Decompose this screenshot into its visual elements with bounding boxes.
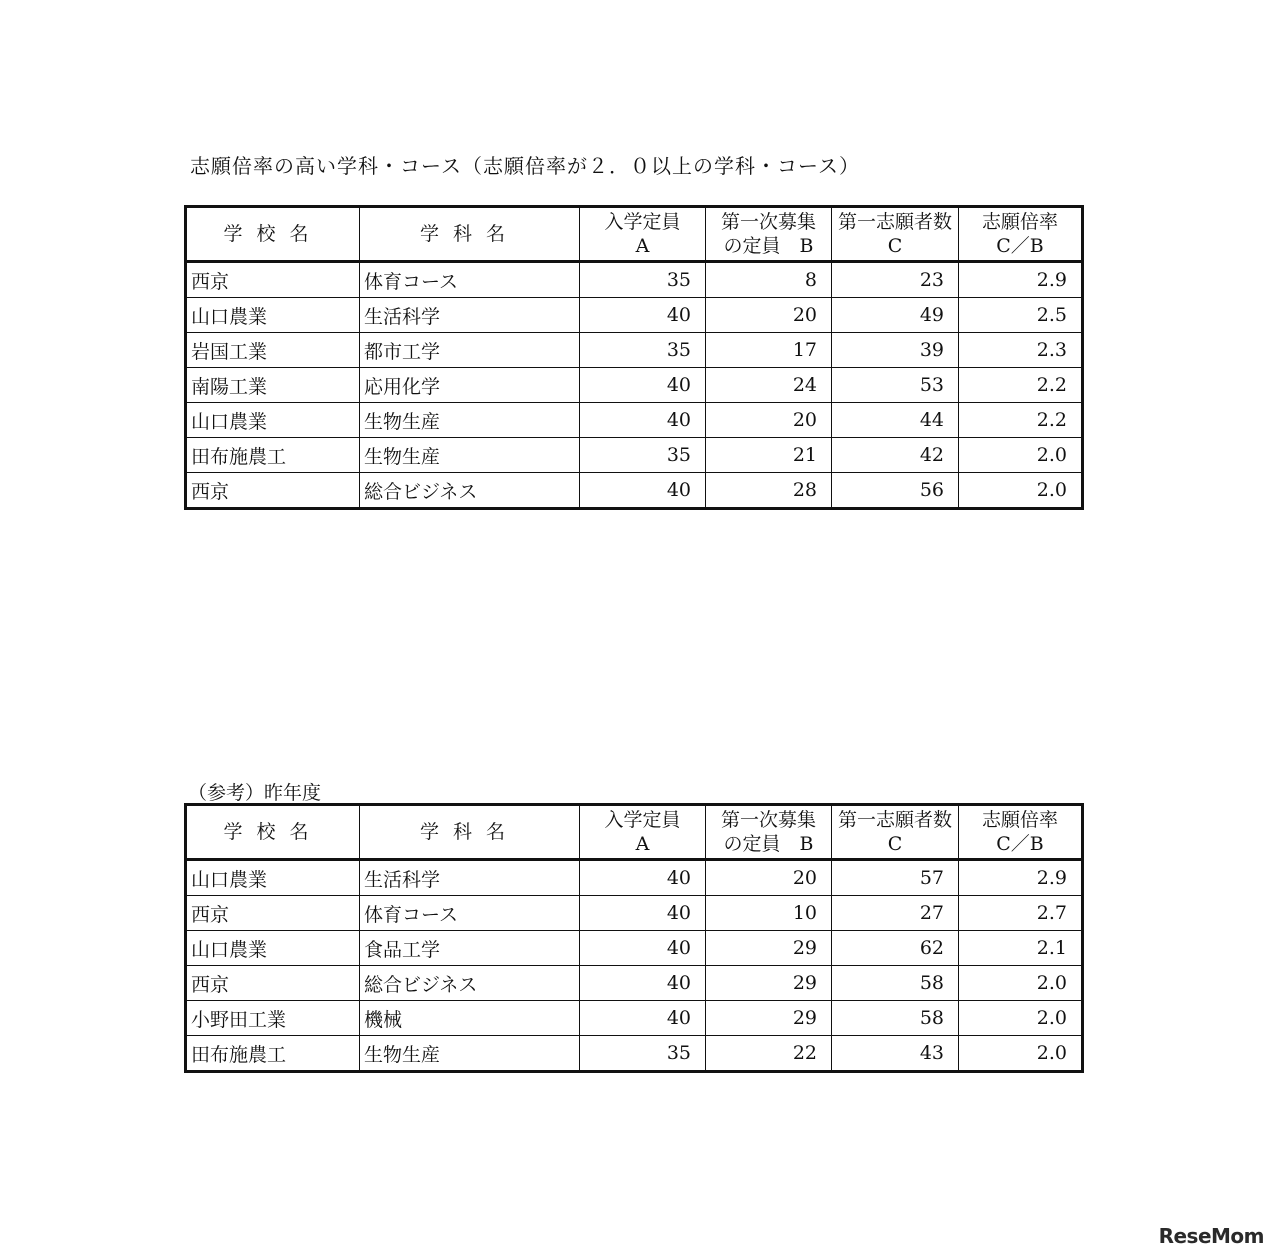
cell-first-quota: 20 bbox=[706, 860, 832, 896]
cell-capacity: 40 bbox=[580, 298, 706, 333]
cell-school: 岩国工業 bbox=[186, 333, 360, 368]
header-capacity: 入学定員 A bbox=[580, 805, 706, 860]
cell-capacity: 40 bbox=[580, 931, 706, 966]
header-department: 学科名 bbox=[360, 207, 580, 262]
cell-applicants: 43 bbox=[832, 1036, 959, 1072]
cell-capacity: 40 bbox=[580, 860, 706, 896]
cell-school: 山口農業 bbox=[186, 931, 360, 966]
previous-year-table bbox=[184, 803, 1084, 1073]
cell-ratio: 2.0 bbox=[959, 966, 1083, 1001]
cell-department: 都市工学 bbox=[360, 333, 580, 368]
cell-department: 総合ビジネス bbox=[360, 966, 580, 1001]
cell-school: 小野田工業 bbox=[186, 1001, 360, 1036]
header-school: 学校名 bbox=[186, 207, 360, 262]
header-ratio: 志願倍率 C／B bbox=[959, 805, 1083, 860]
table-row bbox=[186, 368, 1083, 403]
table-row bbox=[186, 438, 1083, 473]
cell-capacity: 35 bbox=[580, 438, 706, 473]
cell-department: 応用化学 bbox=[360, 368, 580, 403]
cell-capacity: 40 bbox=[580, 1001, 706, 1036]
cell-school: 西京 bbox=[186, 966, 360, 1001]
cell-ratio: 2.5 bbox=[959, 298, 1083, 333]
table-row bbox=[186, 403, 1083, 438]
cell-applicants: 27 bbox=[832, 896, 959, 931]
cell-applicants: 56 bbox=[832, 473, 959, 509]
cell-capacity: 35 bbox=[580, 262, 706, 298]
cell-applicants: 53 bbox=[832, 368, 959, 403]
cell-first-quota: 29 bbox=[706, 966, 832, 1001]
cell-first-quota: 22 bbox=[706, 1036, 832, 1072]
cell-ratio: 2.2 bbox=[959, 403, 1083, 438]
cell-ratio: 2.9 bbox=[959, 860, 1083, 896]
cell-first-quota: 21 bbox=[706, 438, 832, 473]
cell-ratio: 2.9 bbox=[959, 262, 1083, 298]
high-ratio-table-body bbox=[186, 262, 1083, 509]
cell-ratio: 2.3 bbox=[959, 333, 1083, 368]
cell-school: 山口農業 bbox=[186, 298, 360, 333]
cell-department: 体育コース bbox=[360, 262, 580, 298]
cell-department: 体育コース bbox=[360, 896, 580, 931]
cell-ratio: 2.0 bbox=[959, 438, 1083, 473]
cell-ratio: 2.7 bbox=[959, 896, 1083, 931]
table-row bbox=[186, 931, 1083, 966]
cell-school: 南陽工業 bbox=[186, 368, 360, 403]
cell-capacity: 35 bbox=[580, 1036, 706, 1072]
cell-school: 田布施農工 bbox=[186, 438, 360, 473]
table-row bbox=[186, 860, 1083, 896]
cell-department: 生活科学 bbox=[360, 860, 580, 896]
cell-ratio: 2.0 bbox=[959, 1036, 1083, 1072]
header-first-quota: 第一次募集 の定員 B bbox=[706, 207, 832, 262]
cell-school: 西京 bbox=[186, 896, 360, 931]
cell-ratio: 2.1 bbox=[959, 931, 1083, 966]
cell-first-quota: 28 bbox=[706, 473, 832, 509]
table-row bbox=[186, 1036, 1083, 1072]
cell-department: 生物生産 bbox=[360, 403, 580, 438]
cell-applicants: 44 bbox=[832, 403, 959, 438]
high-ratio-table bbox=[184, 205, 1084, 510]
table-row bbox=[186, 473, 1083, 509]
cell-first-quota: 29 bbox=[706, 931, 832, 966]
cell-department: 生活科学 bbox=[360, 298, 580, 333]
cell-first-quota: 8 bbox=[706, 262, 832, 298]
cell-first-quota: 20 bbox=[706, 298, 832, 333]
header-first-quota: 第一次募集 の定員 B bbox=[706, 805, 832, 860]
cell-department: 機械 bbox=[360, 1001, 580, 1036]
cell-first-quota: 29 bbox=[706, 1001, 832, 1036]
cell-capacity: 40 bbox=[580, 473, 706, 509]
table-row bbox=[186, 333, 1083, 368]
cell-applicants: 58 bbox=[832, 966, 959, 1001]
cell-applicants: 39 bbox=[832, 333, 959, 368]
header-applicants: 第一志願者数 C bbox=[832, 207, 959, 262]
cell-department: 総合ビジネス bbox=[360, 473, 580, 509]
cell-ratio: 2.0 bbox=[959, 1001, 1083, 1036]
table-row bbox=[186, 298, 1083, 333]
cell-applicants: 49 bbox=[832, 298, 959, 333]
cell-first-quota: 10 bbox=[706, 896, 832, 931]
cell-applicants: 57 bbox=[832, 860, 959, 896]
cell-school: 西京 bbox=[186, 262, 360, 298]
table-header-row bbox=[186, 207, 1083, 262]
table-row bbox=[186, 262, 1083, 298]
cell-applicants: 23 bbox=[832, 262, 959, 298]
header-applicants: 第一志願者数 C bbox=[832, 805, 959, 860]
cell-first-quota: 20 bbox=[706, 403, 832, 438]
cell-school: 田布施農工 bbox=[186, 1036, 360, 1072]
table-row bbox=[186, 896, 1083, 931]
header-capacity: 入学定員 A bbox=[580, 207, 706, 262]
cell-first-quota: 17 bbox=[706, 333, 832, 368]
cell-applicants: 62 bbox=[832, 931, 959, 966]
resemom-logo: ReseMom bbox=[1158, 1224, 1264, 1248]
header-school: 学校名 bbox=[186, 805, 360, 860]
cell-department: 生物生産 bbox=[360, 438, 580, 473]
cell-ratio: 2.2 bbox=[959, 368, 1083, 403]
page-title: 志願倍率の高い学科・コース（志願倍率が２．０以上の学科・コース） bbox=[190, 154, 860, 178]
table-row bbox=[186, 1001, 1083, 1036]
header-ratio: 志願倍率 C／B bbox=[959, 207, 1083, 262]
cell-ratio: 2.0 bbox=[959, 473, 1083, 509]
cell-school: 西京 bbox=[186, 473, 360, 509]
cell-school: 山口農業 bbox=[186, 403, 360, 438]
cell-capacity: 40 bbox=[580, 896, 706, 931]
reference-title: （参考）昨年度 bbox=[188, 782, 322, 804]
cell-first-quota: 24 bbox=[706, 368, 832, 403]
previous-year-table-body bbox=[186, 860, 1083, 1072]
cell-school: 山口農業 bbox=[186, 860, 360, 896]
cell-capacity: 40 bbox=[580, 368, 706, 403]
cell-department: 食品工学 bbox=[360, 931, 580, 966]
cell-department: 生物生産 bbox=[360, 1036, 580, 1072]
header-department: 学科名 bbox=[360, 805, 580, 860]
cell-capacity: 40 bbox=[580, 403, 706, 438]
table-row bbox=[186, 966, 1083, 1001]
cell-capacity: 35 bbox=[580, 333, 706, 368]
table-header-row bbox=[186, 805, 1083, 860]
cell-applicants: 58 bbox=[832, 1001, 959, 1036]
cell-applicants: 42 bbox=[832, 438, 959, 473]
cell-capacity: 40 bbox=[580, 966, 706, 1001]
